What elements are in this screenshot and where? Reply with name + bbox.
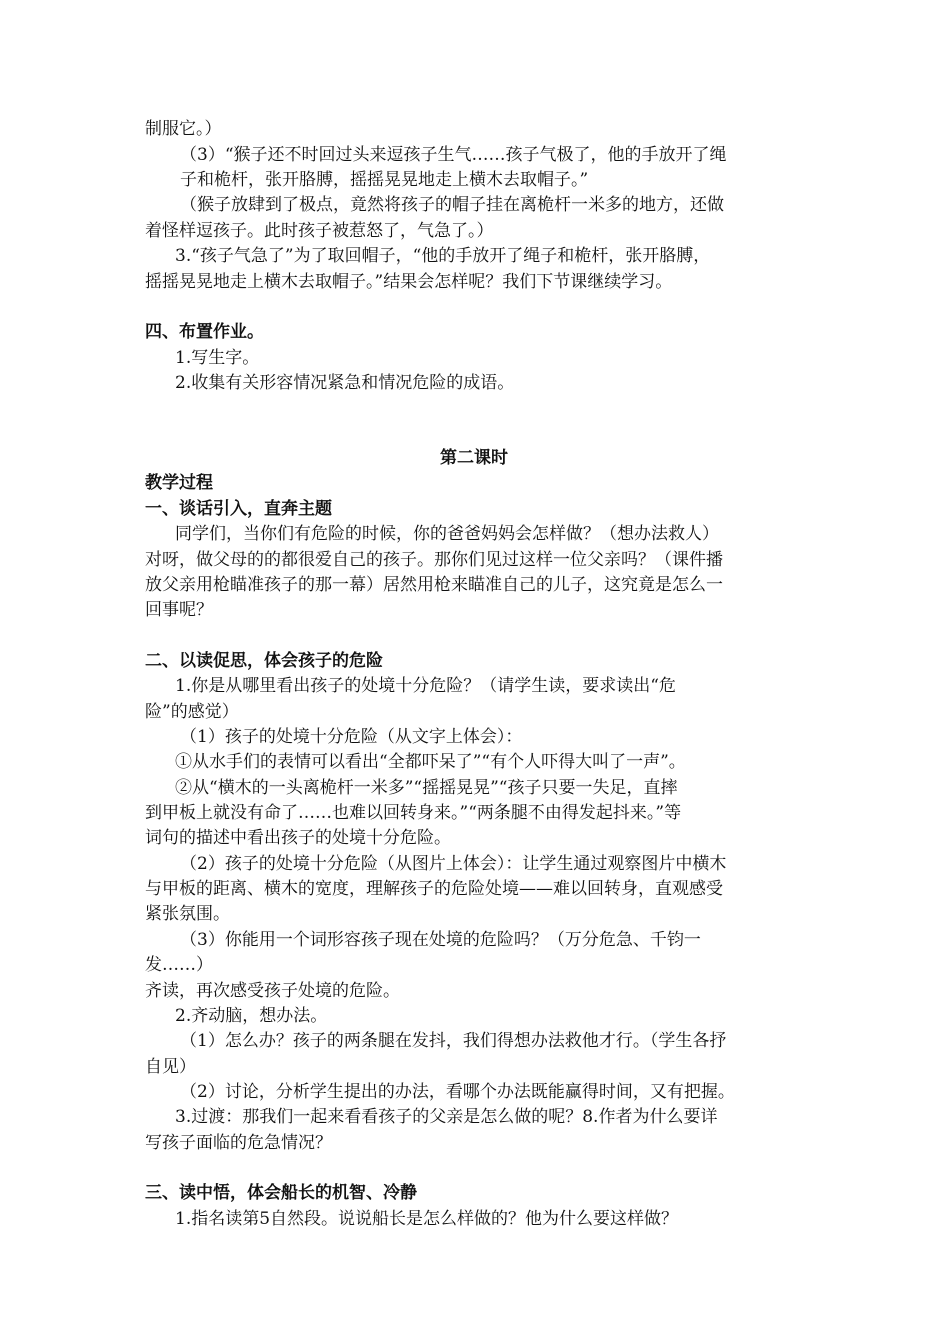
text-line: 子和桅杆，张开胳膊，摇摇晃晃地走上横木去取帽子。” [180, 170, 589, 190]
text-line: 紧张氛围。 [145, 904, 230, 924]
text-line: 齐读，再次感受孩子处境的危险。 [145, 981, 400, 1001]
text-line: 2.收集有关形容情况紧急和情况危险的成语。 [175, 373, 515, 393]
text-line: 3.“孩子气急了”为了取回帽子，“他的手放开了绳子和桅杆，张开胳膊， [175, 246, 711, 266]
text-line: 回事呢？ [145, 600, 213, 620]
text-line: 自见） [145, 1057, 196, 1077]
section-heading: 教学过程 [145, 473, 213, 493]
text-line: 词句的描述中看出孩子的处境十分危险。 [145, 828, 451, 848]
text-line: 到甲板上就没有命了……也难以回转身来。”“两条腿不由得发起抖来。”等 [145, 803, 682, 823]
section-heading: 二、以读促思，体会孩子的危险 [145, 651, 383, 671]
text-line: 险”的感觉） [145, 702, 239, 722]
text-line: 同学们，当你们有危险的时候，你的爸爸妈妈会怎样做？（想办法救人） [175, 524, 719, 544]
text-line: 1.写生字。 [175, 348, 260, 368]
text-line: 发……） [145, 955, 213, 975]
section-heading: 三、读中悟，体会船长的机智、冷静 [145, 1183, 417, 1203]
text-line: ①从水手们的表情可以看出“全都吓呆了”“有个人吓得大叫了一声”。 [175, 752, 686, 772]
section-heading: 四、布置作业。 [145, 322, 264, 342]
text-line: 3.过渡：那我们一起来看看孩子的父亲是怎么做的呢？8.作者为什么要详 [175, 1107, 718, 1127]
text-line: （2）讨论，分析学生提出的办法，看哪个办法既能赢得时间，又有把握。 [180, 1082, 735, 1102]
text-line: 对呀，做父母的的都很爱自己的孩子。那你们见过这样一位父亲吗？（课件播 [145, 550, 723, 570]
text-line: （1）怎么办？孩子的两条腿在发抖，我们得想办法救他才行。（学生各抒 [180, 1031, 727, 1051]
text-line: 1.指名读第5自然段。说说船长是怎么样做的？他为什么要这样做？ [175, 1209, 679, 1229]
lesson-title: 第二课时 [440, 448, 508, 468]
text-line: ②从“横木的一头离桅杆一米多”“摇摇晃晃”“孩子只要一失足，直摔 [175, 778, 678, 798]
text-line: （1）孩子的处境十分危险（从文字上体会）： [180, 727, 523, 747]
text-line: 2.齐动脑，想办法。 [175, 1006, 328, 1026]
text-line: （3）你能用一个词形容孩子现在处境的危险吗？（万分危急、千钧一 [180, 930, 701, 950]
text-line: 制服它。） [145, 119, 222, 139]
text-line: （2）孩子的处境十分危险（从图片上体会）：让学生通过观察图片中横木 [180, 854, 727, 874]
text-line: 着怪样逗孩子。此时孩子被惹怒了，气急了。） [145, 221, 494, 241]
section-heading: 一、谈话引入，直奔主题 [145, 499, 332, 519]
text-line: 摇摇晃晃地走上横木去取帽子。”结果会怎样呢？我们下节课继续学习。 [145, 272, 673, 292]
text-line: 1.你是从哪里看出孩子的处境十分危险？（请学生读，要求读出“危 [175, 676, 676, 696]
text-line: 与甲板的距离、横木的宽度，理解孩子的危险处境——难以回转身，直观感受 [145, 879, 723, 899]
text-line: （猴子放肆到了极点，竟然将孩子的帽子挂在离桅杆一米多的地方，还做 [180, 195, 724, 215]
text-line: 放父亲用枪瞄准孩子的那一幕）居然用枪来瞄准自己的儿子，这究竟是怎么一 [145, 575, 723, 595]
text-line: 写孩子面临的危急情况？ [145, 1133, 332, 1153]
text-line: （3）“猴子还不时回过头来逗孩子生气……孩子气极了，他的手放开了绳 [180, 145, 727, 165]
